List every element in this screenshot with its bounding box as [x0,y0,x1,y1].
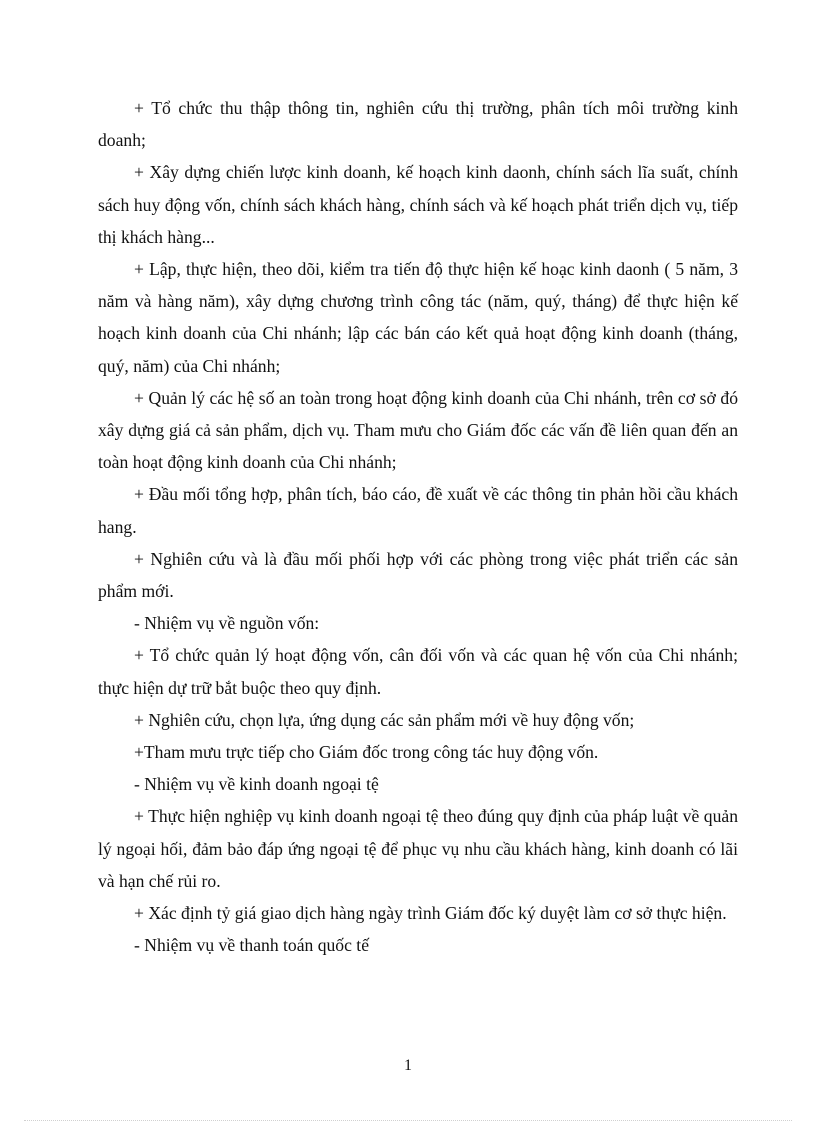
paragraph: + Xây dựng chiến lược kinh doanh, kế hoạch kinh daonh, chính sách lĩa suất, chính sách huy động vốn, chính sách khách hàng, chính sách và kế hoạch phát triển dịch vụ, tiếp thị khách hàng... [98,162,738,247]
paragraph: + Đầu mối tổng hợp, phân tích, báo cáo, đề xuất về các thông tin phản hồi cầu khách hang. [98,484,738,537]
document-body [98,92,738,961]
paragraph: +Tham mưu trực tiếp cho Giám đốc trong công tác huy động vốn. [134,742,599,763]
section-heading-foreign-currency: - Nhiệm vụ về kinh doanh ngoại tệ [134,774,379,795]
paragraph: + Tổ chức quản lý hoạt động vốn, cân đối vốn và các quan hệ vốn của Chi nhánh; thực hiện dự trữ bắt buộc theo quy định. [98,645,738,698]
paragraph: + Nghiên cứu, chọn lựa, ứng dụng các sản phẩm mới về huy động vốn; [134,709,635,730]
paragraph: + Quản lý các hệ số an toàn trong hoạt động kinh doanh của Chi nhánh, trên cơ sở đó xây dựng giá cả sản phẩm, dịch vụ. Tham mưu cho Giám đốc các vấn đề liên quan đến an toàn hoạt động kinh doanh của Chi nhánh; [98,387,738,473]
section-heading-capital: - Nhiệm vụ về nguồn vốn: [134,613,320,634]
page-bottom-divider [24,1120,792,1121]
paragraph: + Lập, thực hiện, theo dõi, kiểm tra tiến độ thực hiện kế hoạc kinh daonh ( 5 năm, 3 năm và hàng năm), xây dựng chương trình công tác (năm, quý, tháng) để thực hiện kế hoạch kinh doanh của Chi nhánh; lập các bán cáo kết quả hoạt động kinh doanh (tháng, quý, năm) của Chi nhánh; [98,259,738,376]
paragraph: + Nghiên cứu và là đầu mối phối hợp với các phòng trong việc phát triển các sản phẩm mới. [98,548,738,602]
section-heading-international-payment: - Nhiệm vụ về thanh toán quốc tế [134,935,370,956]
page-number: 1 [404,1057,412,1074]
paragraph: + Xác định tỷ giá giao dịch hàng ngày trình Giám đốc ký duyệt làm cơ sở thực hiện. [134,903,727,924]
paragraph: + Thực hiện nghiệp vụ kinh doanh ngoại tệ theo đúng quy định của pháp luật về quản lý ngoại hối, đảm bảo đáp ứng ngoại tệ để phục vụ nhu cầu khách hàng, kinh doanh có lãi và hạn chế rủi ro. [98,806,738,891]
paragraph: + Tổ chức thu thập thông tin, nghiên cứu thị trường, phân tích môi trường kinh doanh; [98,98,738,151]
